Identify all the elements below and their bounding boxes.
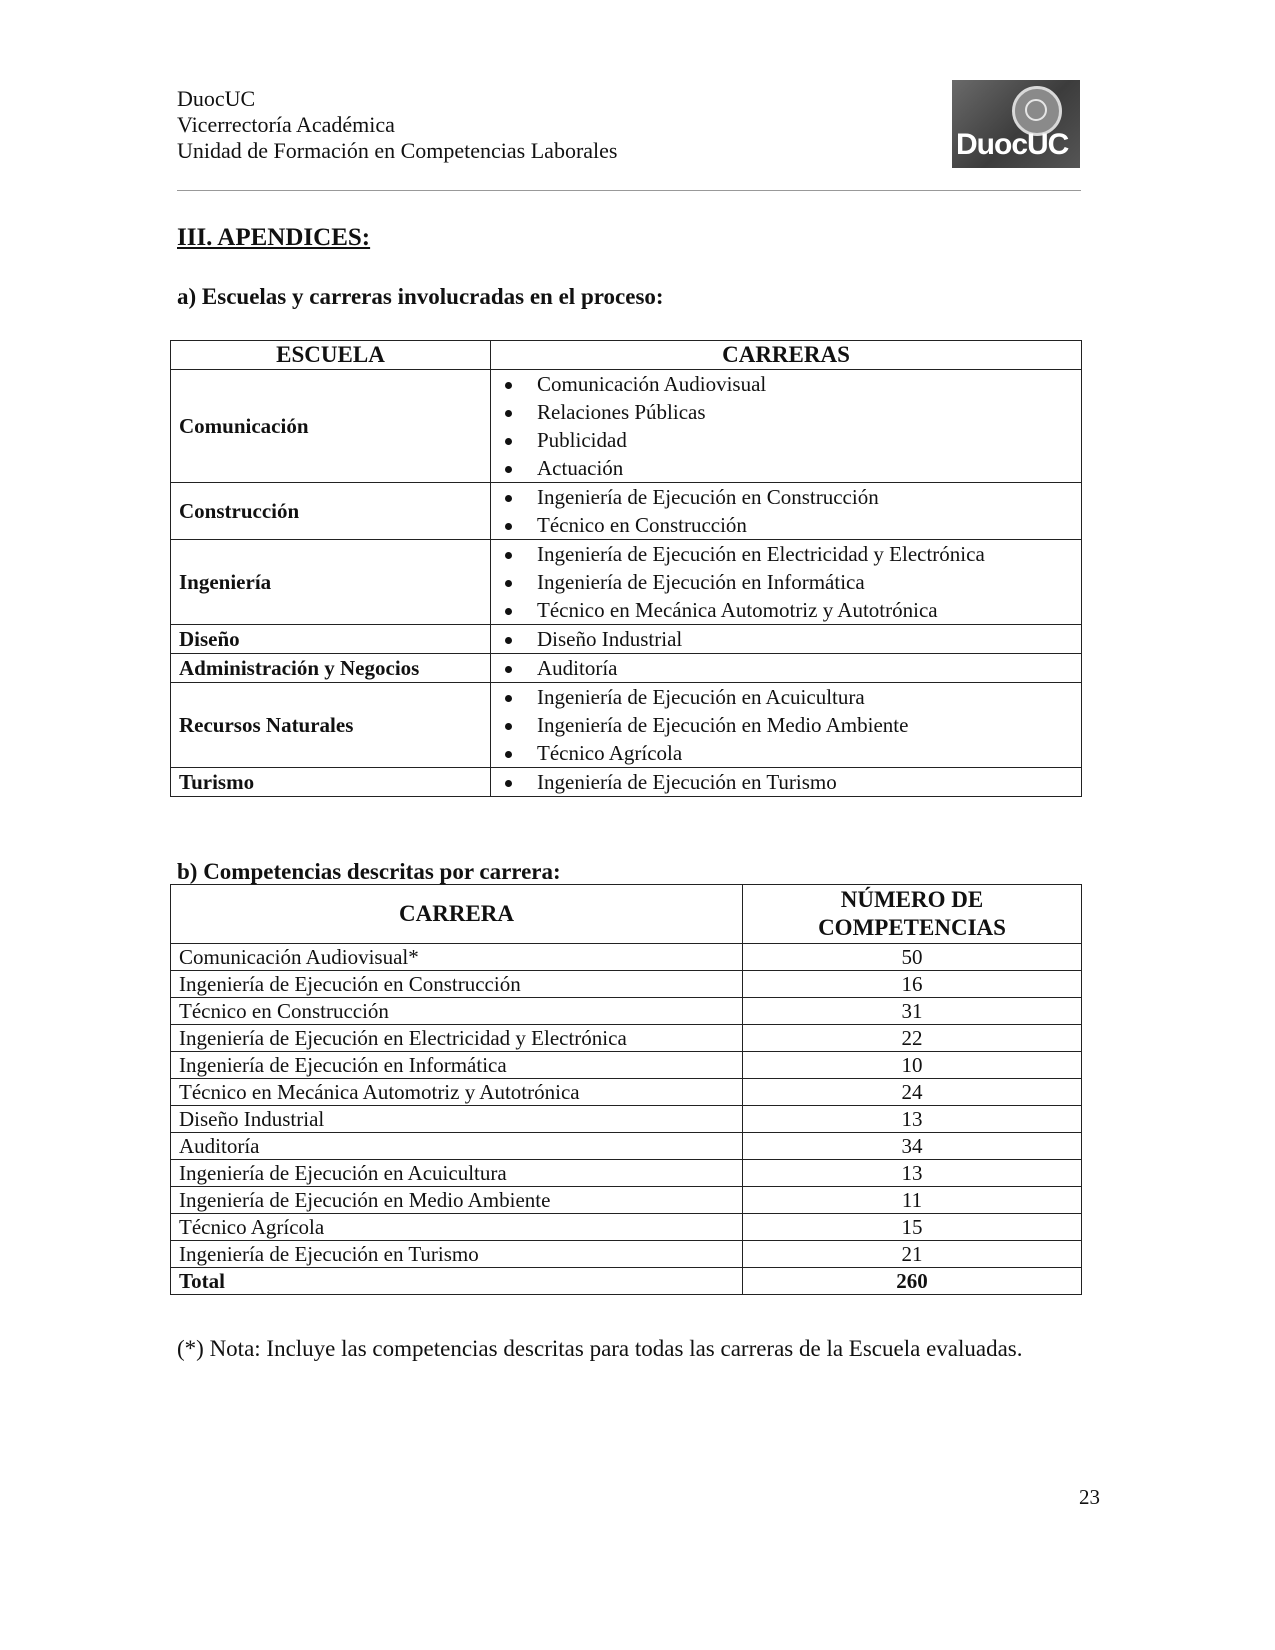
career-list-cell [491,625,1082,654]
school-row [171,683,1082,768]
career-name: Técnico en Construcción [171,998,743,1025]
career-name: Ingeniería de Ejecución en Acuicultura [171,1160,743,1187]
footnote: (*) Nota: Incluye las competencias descritas para todas las carreras de la Escuela evaluadas. [177,1336,1023,1361]
table-row [171,998,1082,1025]
career-list-cell [491,683,1082,768]
table-row [171,944,1082,971]
career-list-item: Publicidad [491,426,1081,454]
column-header-count-line2: COMPETENCIAS [818,915,1006,940]
career-list-item: Técnico en Mecánica Automotriz y Autotrónica [491,596,1081,624]
career-name: Diseño Industrial [171,1106,743,1133]
column-header-school: ESCUELA [171,341,491,370]
school-name: Administración y Negocios [171,654,491,683]
career-list [491,683,1081,767]
table-row [171,1187,1082,1214]
table-row [171,1214,1082,1241]
school-row [171,654,1082,683]
competency-count: 13 [743,1106,1082,1133]
school-name: Comunicación [171,370,491,483]
school-row [171,370,1082,483]
header-department: Vicerrectoría Académica [177,112,395,137]
career-list-item: Ingeniería de Ejecución en Turismo [491,768,1081,796]
career-list-item: Comunicación Audiovisual [491,370,1081,398]
duocuc-logo [952,80,1080,168]
career-list [491,370,1081,482]
total-row [171,1268,1082,1295]
school-name: Ingeniería [171,540,491,625]
competency-count: 16 [743,971,1082,998]
school-row [171,483,1082,540]
career-list-item: Diseño Industrial [491,625,1081,653]
career-list [491,540,1081,624]
career-list-cell [491,768,1082,797]
school-name: Turismo [171,768,491,797]
header-unit: Unidad de Formación en Competencias Laborales [177,138,618,163]
section-title: III. APENDICES: [177,224,371,251]
career-list [491,625,1081,653]
table-row [171,1052,1082,1079]
part-a-title: a) Escuelas y carreras involucradas en el proceso: [177,284,664,309]
career-list-item: Ingeniería de Ejecución en Electricidad y Electrónica [491,540,1081,568]
career-name: Comunicación Audiovisual* [171,944,743,971]
table-row [171,1079,1082,1106]
career-list-item: Ingeniería de Ejecución en Acuicultura [491,683,1081,711]
competency-count: 21 [743,1241,1082,1268]
career-name: Ingeniería de Ejecución en Turismo [171,1241,743,1268]
total-value: 260 [743,1268,1082,1295]
career-list [491,768,1081,796]
career-name: Ingeniería de Ejecución en Medio Ambiente [171,1187,743,1214]
school-name: Recursos Naturales [171,683,491,768]
career-name: Ingeniería de Ejecución en Electricidad y Electrónica [171,1025,743,1052]
column-header-count-line1: NÚMERO DE [840,887,984,912]
table-row [171,1133,1082,1160]
career-list-item: Auditoría [491,654,1081,682]
header-divider [177,190,1081,191]
competency-count: 24 [743,1079,1082,1106]
career-list-item: Técnico en Construcción [491,511,1081,539]
competency-count: 22 [743,1025,1082,1052]
table-row [171,1025,1082,1052]
column-header-count [743,885,1082,944]
competency-count: 15 [743,1214,1082,1241]
school-row [171,540,1082,625]
total-label: Total [171,1268,743,1295]
career-list-item: Actuación [491,454,1081,482]
career-list [491,654,1081,682]
competencies-table [170,884,1082,1295]
competency-count: 13 [743,1160,1082,1187]
part-b-title: b) Competencias descritas por carrera: [177,859,561,884]
career-list-item: Relaciones Públicas [491,398,1081,426]
page-number: 23 [1079,1485,1100,1509]
career-list-cell [491,654,1082,683]
schools-table-body [171,370,1082,797]
career-list-cell [491,483,1082,540]
career-list-item: Técnico Agrícola [491,739,1081,767]
career-list-item: Ingeniería de Ejecución en Construcción [491,483,1081,511]
column-header-career: CARRERA [171,885,743,944]
school-name: Construcción [171,483,491,540]
career-list-item: Ingeniería de Ejecución en Medio Ambiente [491,711,1081,739]
career-name: Técnico Agrícola [171,1214,743,1241]
competency-count: 11 [743,1187,1082,1214]
school-row [171,625,1082,654]
career-name: Ingeniería de Ejecución en Informática [171,1052,743,1079]
document-header [177,86,617,164]
schools-careers-table [170,340,1082,797]
competency-count: 34 [743,1133,1082,1160]
table-row [171,1106,1082,1133]
table-row [171,971,1082,998]
competency-count: 31 [743,998,1082,1025]
competency-count: 10 [743,1052,1082,1079]
career-name: Auditoría [171,1133,743,1160]
competencies-table-body [171,944,1082,1268]
school-name: Diseño [171,625,491,654]
career-list [491,483,1081,539]
school-row [171,768,1082,797]
competency-count: 50 [743,944,1082,971]
column-header-careers: CARRERAS [491,341,1082,370]
header-institution: DuocUC [177,86,256,111]
logo-wordmark: DuocUC [956,128,1069,161]
career-list-cell [491,540,1082,625]
career-name: Técnico en Mecánica Automotriz y Autotrónica [171,1079,743,1106]
table-row [171,1160,1082,1187]
career-list-item: Ingeniería de Ejecución en Informática [491,568,1081,596]
career-name: Ingeniería de Ejecución en Construcción [171,971,743,998]
table-row [171,1241,1082,1268]
career-list-cell [491,370,1082,483]
